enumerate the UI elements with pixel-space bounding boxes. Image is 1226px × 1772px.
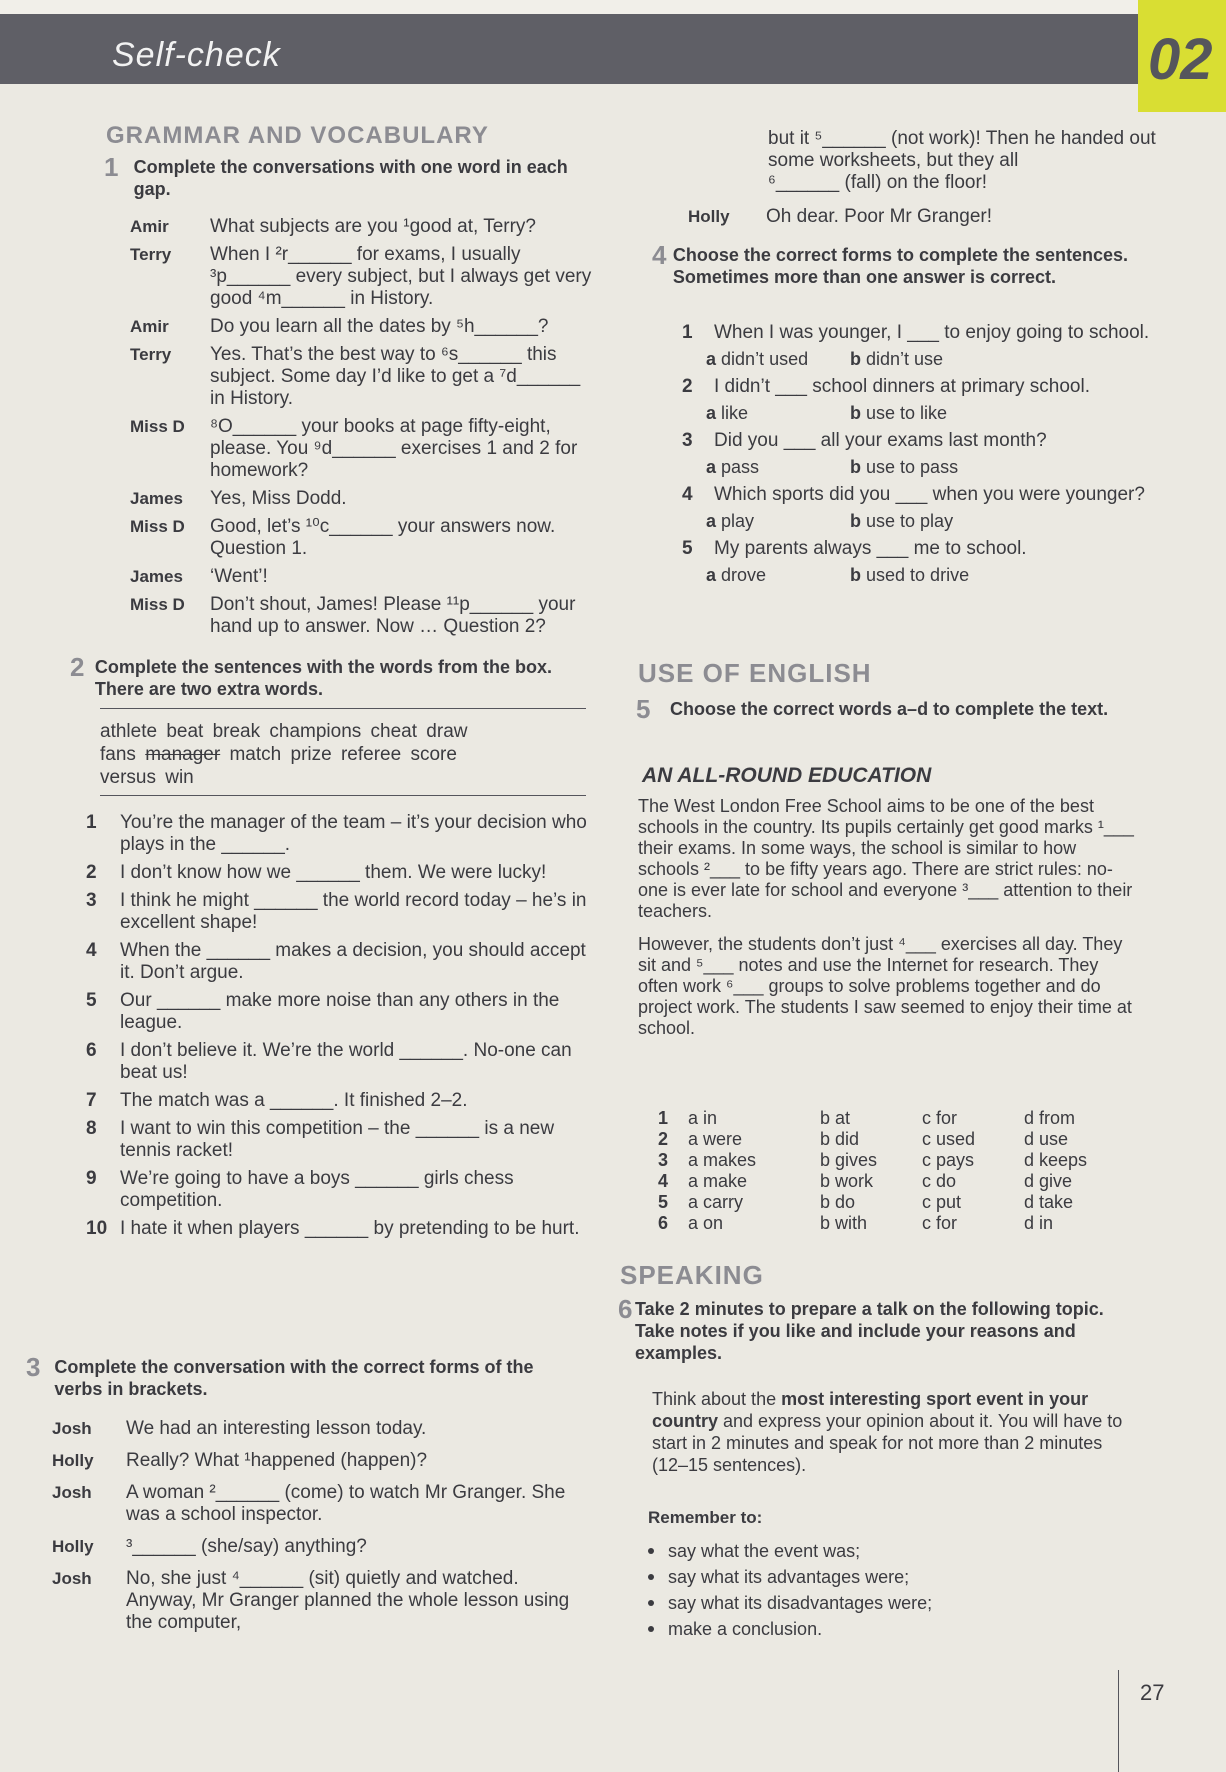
exercise-3	[26, 1352, 586, 1400]
exercise-instruction: Choose the correct forms to complete the sentences. Sometimes more than one answer is correct.	[672, 245, 1129, 287]
exercise-instruction: Choose the correct words a–d to complete the text.	[670, 699, 1109, 719]
item-number: 2	[682, 376, 693, 397]
exercise-instruction: Complete the conversations with one word in each gap.	[133, 157, 568, 199]
page-number-rule	[1118, 1670, 1119, 1772]
option-a[interactable]: a carry	[688, 1192, 744, 1212]
option-a[interactable]: like	[721, 403, 749, 423]
option-a[interactable]: didn’t used	[721, 349, 809, 369]
item-number: 3	[682, 430, 693, 451]
exercise-6	[618, 1294, 1138, 1364]
word-box-line	[100, 743, 590, 766]
item-text: I didn’t ___ school dinners at primary school.	[714, 376, 1090, 397]
option-d[interactable]: d take	[1024, 1192, 1074, 1212]
item-number: 3	[658, 1150, 669, 1170]
conversation-3	[52, 1418, 592, 1634]
speaker: James	[130, 489, 183, 508]
option-a[interactable]: a make	[688, 1171, 748, 1191]
item-number: 5	[86, 990, 97, 1011]
item-text: You’re the manager of the team – it’s your decision who plays in the ______.	[120, 812, 587, 855]
task-topic: most interesting sport event in your country	[652, 1389, 1089, 1431]
options-row	[658, 1171, 1099, 1192]
option-b[interactable]: used to drive	[866, 565, 970, 585]
line: but it ⁵______ (not work)! Then he handed out some worksheets, but they all	[768, 128, 1156, 171]
option-b[interactable]: use to like	[866, 403, 948, 423]
item-number: 2	[86, 862, 97, 883]
option-a[interactable]: a makes	[688, 1150, 757, 1170]
word-box	[100, 720, 590, 789]
speaker: Holly	[688, 207, 730, 226]
word-box-line: versus win	[100, 767, 194, 788]
options-table	[658, 1108, 1099, 1234]
speaker: Holly	[52, 1451, 94, 1470]
word: fans	[100, 744, 136, 765]
speaker: Amir	[130, 217, 169, 236]
remember-list	[648, 1540, 1108, 1640]
exercise-1	[104, 152, 604, 200]
item-number: 7	[86, 1090, 97, 1111]
option-b[interactable]: b did	[820, 1129, 860, 1149]
option-b[interactable]: didn’t use	[866, 349, 944, 369]
page-number: 27	[1140, 1680, 1165, 1705]
item-number: 6	[658, 1213, 669, 1233]
option-b[interactable]: b gives	[820, 1150, 878, 1170]
remember-label: Remember to:	[648, 1508, 763, 1527]
exercise-number: 1	[104, 152, 119, 182]
item-text: I hate it when players ______ by pretending to be hurt.	[120, 1218, 580, 1239]
unit-number: 02	[1148, 27, 1213, 92]
item-number: 1	[86, 812, 97, 833]
options-row	[658, 1108, 1099, 1129]
option-b[interactable]: b at	[820, 1108, 851, 1128]
option-c[interactable]: c do	[922, 1171, 957, 1191]
line: We had an interesting lesson today.	[126, 1418, 427, 1439]
item-text: The match was a ______. It finished 2–2.	[120, 1090, 468, 1111]
section-header-bar	[0, 14, 1160, 84]
bullet-icon	[648, 1626, 654, 1632]
option-d[interactable]: d keeps	[1024, 1150, 1088, 1170]
exercise-number: 6	[618, 1294, 633, 1324]
option-c[interactable]: c pays	[922, 1150, 975, 1170]
reading-text	[638, 796, 1138, 1039]
text-title: AN ALL-ROUND EDUCATION	[642, 764, 932, 787]
grammar-heading: GRAMMAR AND VOCABULARY	[106, 122, 489, 149]
option-b[interactable]: use to pass	[866, 457, 959, 477]
option-a[interactable]: drove	[721, 565, 767, 585]
item-number: 9	[86, 1168, 97, 1189]
use-of-english-heading: USE OF ENGLISH	[638, 658, 872, 688]
exercise-2	[70, 652, 600, 700]
item-number: 3	[86, 890, 97, 911]
task-text: and express your opinion about it. You will have to start in 2 minutes and speak for not more than 2 minutes (12–15 sentences).	[652, 1411, 1123, 1475]
speaker: Terry	[130, 245, 172, 264]
word: match prize referee score	[229, 744, 457, 765]
option-c[interactable]: c for	[922, 1108, 958, 1128]
speaker: Amir	[130, 317, 169, 336]
option-a[interactable]: a on	[688, 1213, 724, 1233]
speaking-heading: SPEAKING	[620, 1260, 764, 1290]
line: Do you learn all the dates by ⁵h______?	[210, 316, 549, 337]
list-item-text: make a conclusion.	[668, 1619, 823, 1639]
item-text: When the ______ makes a decision, you should accept it. Don’t argue.	[120, 940, 586, 983]
options-row	[658, 1192, 1099, 1213]
exercise-number: 3	[26, 1352, 41, 1382]
speaker: Josh	[52, 1419, 92, 1438]
exercise-number: 2	[70, 652, 85, 682]
exercise-number: 4	[652, 240, 667, 270]
line: Don’t shout, James! Please ¹¹p______ your hand up to answer. Now … Question 2?	[210, 594, 576, 637]
line: ³______ (she/say) anything?	[126, 1536, 367, 1557]
conversation-1	[130, 216, 600, 638]
item-text: I don’t know how we ______ them. We were lucky!	[120, 862, 547, 883]
section-title: Self-check	[112, 36, 281, 74]
list-item	[648, 1540, 1108, 1562]
exercise-instruction: Complete the conversation with the correct forms of the verbs in brackets.	[54, 1357, 534, 1399]
word-box-bottom-rule	[100, 795, 586, 796]
item-text: My parents always ___ me to school.	[714, 538, 1027, 559]
option-b[interactable]: b do	[820, 1192, 856, 1212]
task-text: Think about the	[652, 1389, 782, 1409]
bullet-icon	[648, 1548, 654, 1554]
paragraph: However, the students don’t just ⁴___ exercises all day. They sit and ⁵___ notes and use the Internet for research. They often work ⁶___ groups to solve problems together and do project work. The students I saw seemed to enjoy their time at school.	[638, 934, 1132, 1038]
list-item	[648, 1592, 1108, 1614]
bullet-icon	[648, 1600, 654, 1606]
option-c[interactable]: c put	[922, 1192, 962, 1212]
option-a[interactable]: a were	[688, 1129, 743, 1149]
paragraph: The West London Free School aims to be one of the best schools in the country. Its pupils certainly get good marks ¹___ their exams. In some ways, the school is similar to how schools ²___ to be fifty years ago. There are strict rules: no-one is ever late for school and everyone ³___ attention to their teachers.	[638, 796, 1134, 921]
options-row	[658, 1213, 1099, 1234]
option-d[interactable]: d in	[1024, 1213, 1054, 1233]
speaker: Josh	[52, 1569, 92, 1588]
option-b[interactable]: b with	[820, 1213, 868, 1233]
list-item-text: say what its disadvantages were;	[668, 1593, 933, 1613]
line: Yes, Miss Dodd.	[210, 488, 347, 509]
speaker: Miss D	[130, 417, 185, 436]
item-text: Which sports did you ___ when you were younger?	[714, 484, 1145, 505]
conversation-3-holly	[688, 206, 1188, 228]
item-text: I don’t believe it. We’re the world ______. No-one can beat us!	[120, 1040, 572, 1083]
speaking-task	[652, 1388, 1132, 1476]
list-item	[648, 1618, 1108, 1640]
line: ‘Went’!	[210, 566, 268, 587]
list-item-text: say what its advantages were;	[668, 1567, 910, 1587]
exercise-3-continued	[768, 128, 1188, 194]
option-b[interactable]: b work	[820, 1171, 874, 1191]
item-number: 4	[658, 1171, 669, 1191]
option-b[interactable]: use to play	[866, 511, 954, 531]
item-number: 1	[682, 322, 693, 343]
item-number: 5	[682, 538, 693, 559]
line: Good, let’s ¹⁰c______ your answers now. Question 1.	[210, 516, 556, 559]
word-box-line: athlete beat break champions cheat draw	[100, 721, 468, 742]
option-d[interactable]: d from	[1024, 1108, 1076, 1128]
line: What subjects are you ¹good at, Terry?	[210, 216, 536, 237]
line: Yes. That’s the best way to ⁶s______ this subject. Some day I’d like to get a ⁷d______ in History.	[210, 344, 581, 409]
item-number: 4	[86, 940, 97, 961]
item-number: 10	[86, 1218, 108, 1239]
exercise-4-items: 1 When I was younger, I ___ to enjoy going to school. a didn’t used b didn’t use 2 I didn’t ___ school dinners at primary school. a like b use to like 3 Did you ___ all your exams last month? a pass b use to pass 4 Which sports did you ___ when you were younger? a play b use to play 5 My parents always ___ me to school. a drove b used to drive	[682, 322, 1152, 586]
item-number: 4	[682, 484, 693, 505]
list-item-text: say what the event was;	[668, 1541, 861, 1561]
item-number: 6	[86, 1040, 97, 1061]
line: When I ²r______ for exams, I usually ³p______ every subject, but I always get very good ⁴m______ in History.	[210, 244, 592, 309]
item-number: 8	[86, 1118, 97, 1139]
option-d[interactable]: d use	[1024, 1129, 1069, 1149]
item-text: Our ______ make more noise than any others in the league.	[120, 990, 560, 1033]
item-text: Did you ___ all your exams last month?	[714, 430, 1047, 451]
speaker: Terry	[130, 345, 172, 364]
list-item	[648, 1566, 1108, 1588]
speaker: Holly	[52, 1537, 94, 1556]
speaker: Miss D	[130, 595, 185, 614]
line: No, she just ⁴______ (sit) quietly and watched. Anyway, Mr Granger planned the whole lesson using the computer,	[126, 1568, 570, 1633]
line: ⁸O______ your books at page fifty-eight, please. You ⁹d______ exercises 1 and 2 for homework?	[210, 416, 578, 481]
item-text: We’re going to have a boys ______ girls chess competition.	[120, 1168, 514, 1211]
exercise-instruction: Take 2 minutes to prepare a talk on the following topic. Take notes if you like and include your reasons and examples.	[634, 1299, 1104, 1363]
word-box-top-rule	[100, 708, 586, 709]
exercise-5	[636, 694, 1136, 725]
exercise-instruction: Complete the sentences with the words from the box. There are two extra words.	[94, 657, 552, 699]
option-c[interactable]: c used	[922, 1129, 976, 1149]
option-a[interactable]: play	[721, 511, 755, 531]
options-row	[658, 1150, 1099, 1171]
item-number: 5	[658, 1192, 669, 1212]
speaker: James	[130, 567, 183, 586]
speaker: Josh	[52, 1483, 92, 1502]
item-text: I think he might ______ the world record today – he’s in excellent shape!	[120, 890, 587, 933]
speaker: Miss D	[130, 517, 185, 536]
crossed-out-word: manager	[145, 744, 221, 765]
option-c[interactable]: c for	[922, 1213, 958, 1233]
exercise-4	[652, 240, 1192, 288]
option-d[interactable]: d give	[1024, 1171, 1073, 1191]
item-text: When I was younger, I ___ to enjoy going to school.	[714, 322, 1150, 343]
item-text: I want to win this competition – the ______ is a new tennis racket!	[120, 1118, 555, 1161]
bullet-icon	[648, 1574, 654, 1580]
option-a[interactable]: a in	[688, 1108, 718, 1128]
option-a[interactable]: pass	[721, 457, 760, 477]
item-number: 1	[658, 1108, 669, 1128]
exercise-2-items	[86, 812, 596, 1240]
line: Really? What ¹happened (happen)?	[126, 1450, 428, 1471]
options-row	[658, 1129, 1099, 1150]
item-number: 2	[658, 1129, 669, 1149]
line: ⁶______ (fall) on the floor!	[768, 172, 988, 193]
line: Oh dear. Poor Mr Granger!	[766, 206, 992, 227]
line: A woman ²______ (come) to watch Mr Granger. She was a school inspector.	[126, 1482, 566, 1525]
exercise-number: 5	[636, 694, 651, 724]
